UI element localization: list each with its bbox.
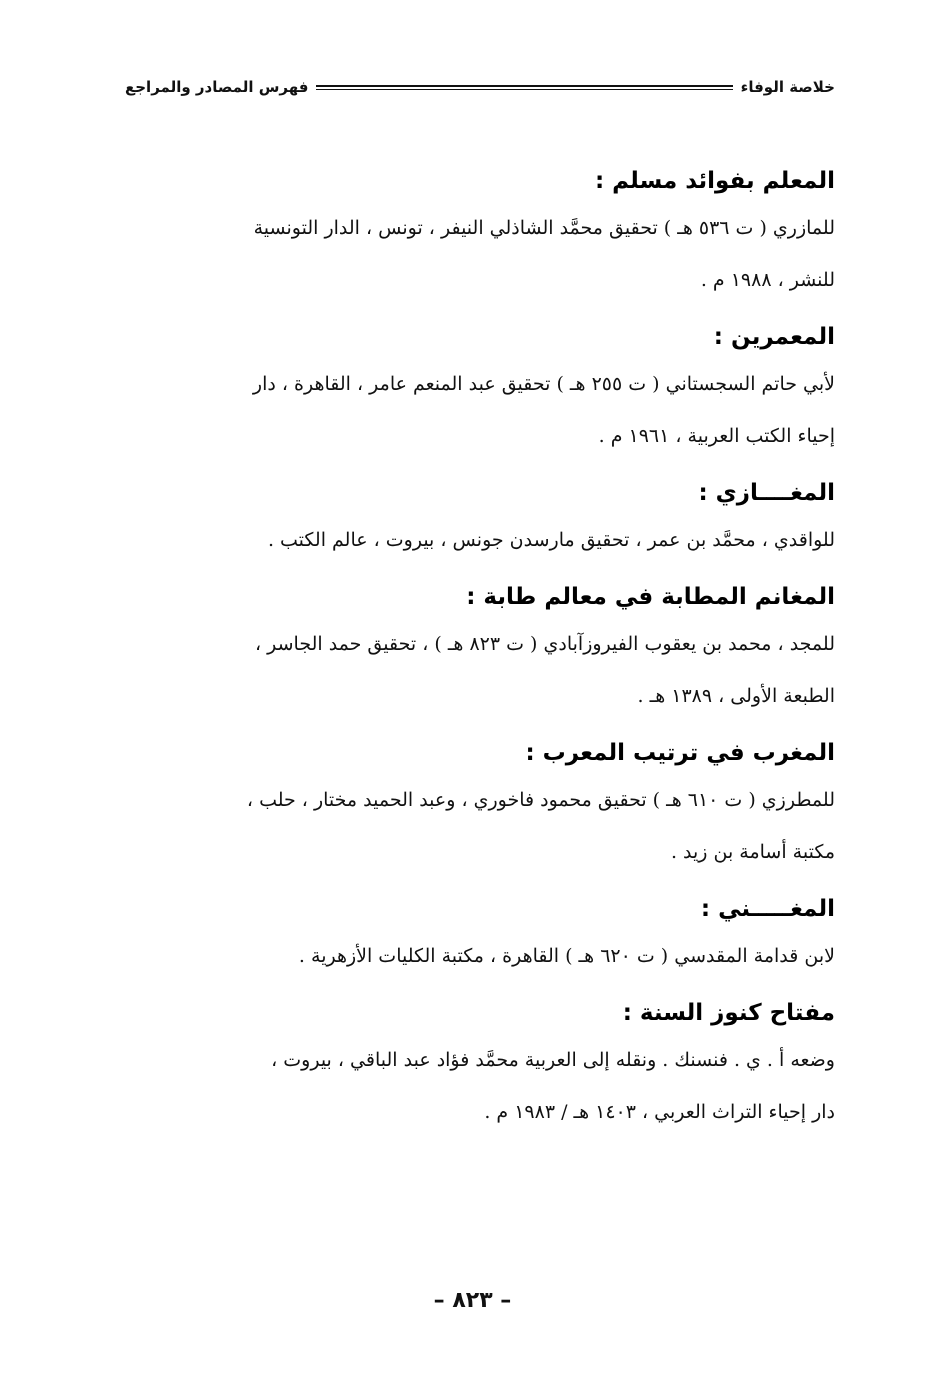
entry-title: المعلم بفوائد مسلم :: [594, 168, 835, 194]
entry-line: للمازري ( ت ٥٣٦ هـ ) تحقيق محمَّد الشاذلي النيفر ، تونس ، الدار التونسية: [253, 217, 835, 239]
entry-line: لابن قدامة المقدسي ( ت ٦٢٠ هـ ) القاهرة ، مكتبة الكليات الأزهرية .: [298, 945, 835, 967]
bibliography-entry: [115, 472, 835, 566]
page-number: – ٨٢٣ –: [433, 1288, 512, 1313]
entry-line: للمطرزي ( ت ٦١٠ هـ ) تحقيق محمود فاخوري ، وعبد الحميد مختار ، حلب ،: [246, 789, 835, 811]
entry-line: مكتبة أسامة بن زيد .: [670, 841, 835, 863]
entry-line: وضعه أ . ي . فنسنك . ونقله إلى العربية محمَّد فؤاد عبد الباقي ، بيروت ،: [271, 1049, 835, 1071]
entry-title: المغـــــني :: [700, 896, 835, 922]
entry-line: الطبعة الأولى ، ١٣٨٩ هـ .: [637, 685, 835, 707]
entry-line: دار إحياء التراث العربي ، ١٤٠٣ هـ / ١٩٨٣ م .: [484, 1101, 835, 1123]
header-book-title: خلاصة الوفاء: [740, 78, 835, 96]
entry-line: للمجد ، محمد بن يعقوب الفيروزآبادي ( ت ٨٢٣ هـ ) ، تحقيق حمد الجاسر ،: [254, 633, 835, 655]
entry-line: إحياء الكتب العربية ، ١٩٦١ م .: [598, 425, 835, 447]
entry-line: لأبي حاتم السجستاني ( ت ٢٥٥ هـ ) تحقيق عبد المنعم عامر ، القاهرة ، دار: [252, 373, 835, 395]
entry-title: المغانم المطابة في معالم طابة :: [466, 584, 835, 610]
running-header: [125, 76, 835, 98]
bibliography-entry: [115, 316, 835, 462]
entry-line: للنشر ، ١٩٨٨ م .: [700, 269, 835, 291]
header-rule: [316, 85, 732, 90]
bibliography-entry: [115, 888, 835, 982]
header-section-title: فهرس المصادر والمراجع: [125, 78, 309, 96]
bibliography-list: [115, 160, 835, 1148]
bibliography-entry: [115, 732, 835, 878]
entry-title: المغــــازي :: [698, 480, 835, 506]
bibliography-entry: [115, 160, 835, 306]
entry-title: المعمرين :: [713, 324, 835, 350]
entry-title: مفتاح كنوز السنة :: [622, 1000, 835, 1026]
bibliography-entry: [115, 992, 835, 1138]
entry-title: المغرب في ترتيب المعرب :: [525, 740, 835, 766]
entry-line: للواقدي ، محمَّد بن عمر ، تحقيق مارسدن جونس ، بيروت ، عالم الكتب .: [267, 529, 835, 551]
bibliography-entry: [115, 576, 835, 722]
